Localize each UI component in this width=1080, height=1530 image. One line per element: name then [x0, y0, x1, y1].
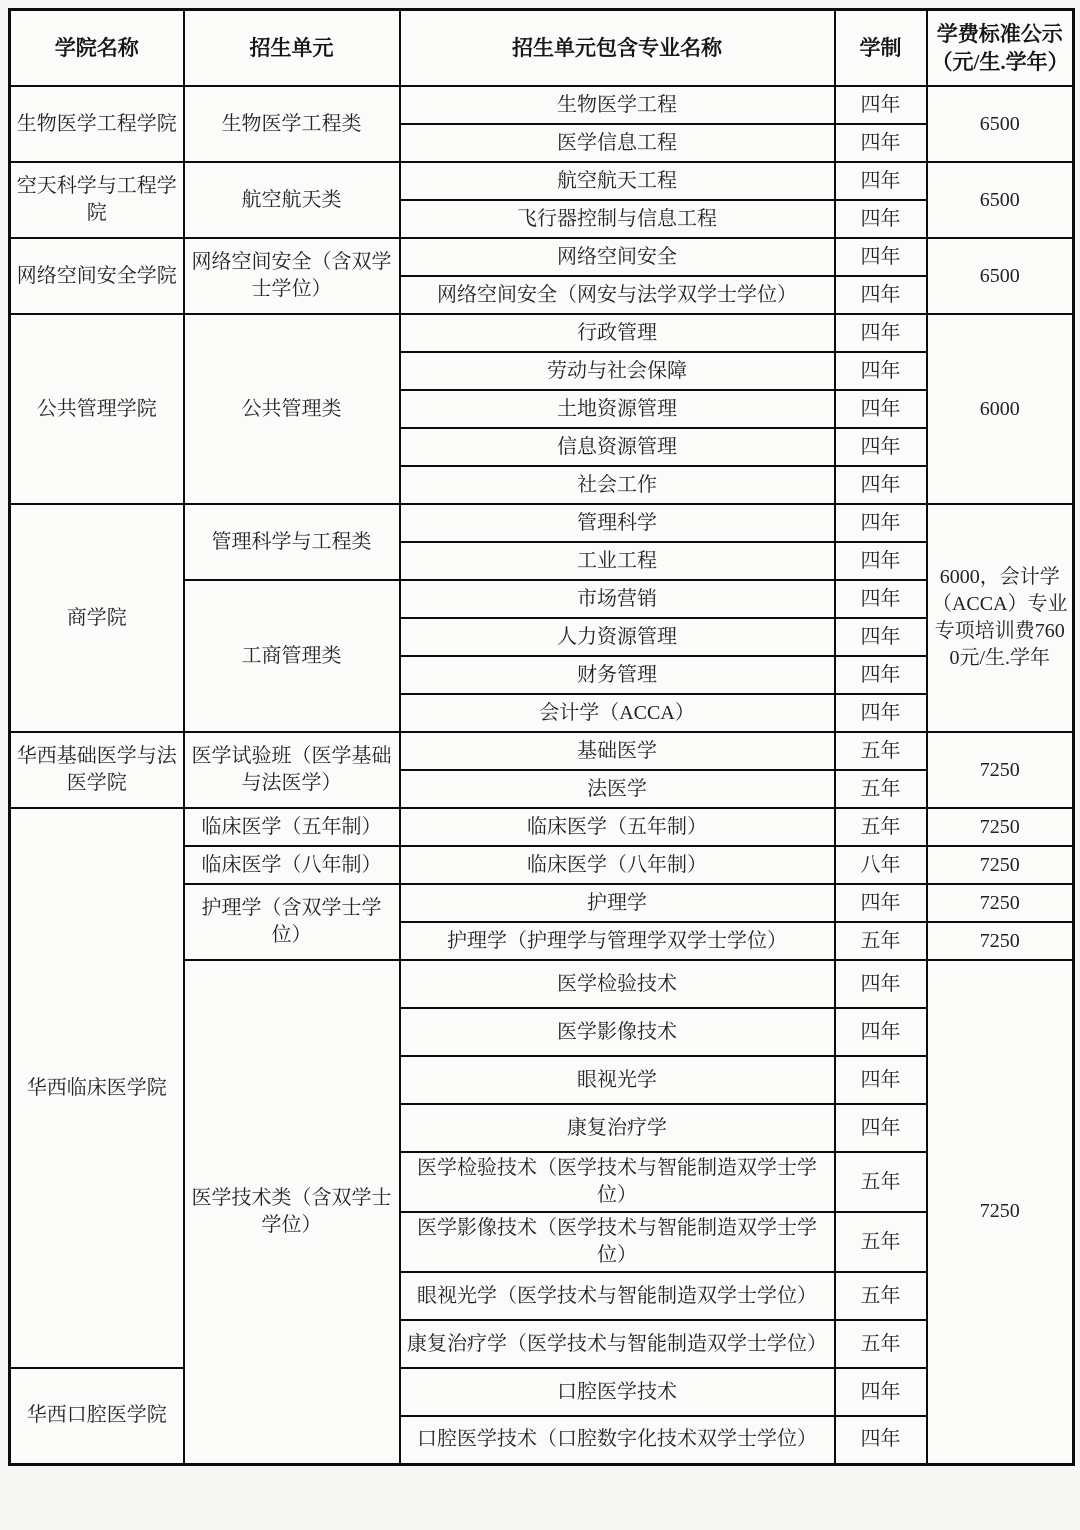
major-name-cell: 康复治疗学: [400, 1104, 835, 1152]
duration-cell: 四年: [835, 1368, 927, 1416]
table-row: [10, 732, 1074, 770]
tuition-fee-cell: 6500: [927, 238, 1074, 314]
duration-cell: 五年: [835, 1212, 927, 1272]
major-name-cell: 医学影像技术（医学技术与智能制造双学士学位）: [400, 1212, 835, 1272]
major-name-cell: 口腔医学技术: [400, 1368, 835, 1416]
column-header-fee: 学费标准公示（元/生.学年）: [927, 10, 1074, 87]
duration-cell: 五年: [835, 1152, 927, 1212]
duration-cell: 四年: [835, 238, 927, 276]
table-header-row: [10, 10, 1074, 87]
table-row: [10, 86, 1074, 124]
tuition-fee-cell: 6500: [927, 86, 1074, 162]
college-name-cell: 华西临床医学院: [10, 808, 184, 1368]
major-name-cell: 信息资源管理: [400, 428, 835, 466]
major-name-cell: 社会工作: [400, 466, 835, 504]
college-name-cell: 生物医学工程学院: [10, 86, 184, 162]
major-name-cell: 护理学: [400, 884, 835, 922]
major-name-cell: 护理学（护理学与管理学双学士学位）: [400, 922, 835, 960]
duration-cell: 四年: [835, 314, 927, 352]
duration-cell: 四年: [835, 390, 927, 428]
duration-cell: 四年: [835, 580, 927, 618]
duration-cell: 四年: [835, 124, 927, 162]
duration-cell: 四年: [835, 656, 927, 694]
major-name-cell: 康复治疗学（医学技术与智能制造双学士学位）: [400, 1320, 835, 1368]
admission-unit-cell: 工商管理类: [184, 580, 400, 732]
college-name-cell: 商学院: [10, 504, 184, 732]
major-name-cell: 工业工程: [400, 542, 835, 580]
major-name-cell: 劳动与社会保障: [400, 352, 835, 390]
major-name-cell: 医学检验技术: [400, 960, 835, 1008]
major-name-cell: 生物医学工程: [400, 86, 835, 124]
duration-cell: 四年: [835, 960, 927, 1008]
major-name-cell: 航空航天工程: [400, 162, 835, 200]
major-name-cell: 会计学（ACCA）: [400, 694, 835, 732]
admission-unit-cell: 航空航天类: [184, 162, 400, 238]
table-row: [10, 504, 1074, 542]
major-name-cell: 临床医学（八年制）: [400, 846, 835, 884]
tuition-fee-cell: 7250: [927, 808, 1074, 846]
major-name-cell: 口腔医学技术（口腔数字化技术双学士学位）: [400, 1416, 835, 1464]
duration-cell: 四年: [835, 1056, 927, 1104]
college-name-cell: 网络空间安全学院: [10, 238, 184, 314]
admission-unit-cell: 护理学（含双学士学位）: [184, 884, 400, 960]
admission-unit-cell: 公共管理类: [184, 314, 400, 504]
college-name-cell: 华西口腔医学院: [10, 1368, 184, 1464]
duration-cell: 四年: [835, 162, 927, 200]
tuition-fee-cell: 6000: [927, 314, 1074, 504]
major-name-cell: 网络空间安全（网安与法学双学士学位）: [400, 276, 835, 314]
tuition-fee-cell: 6500: [927, 162, 1074, 238]
duration-cell: 四年: [835, 1416, 927, 1464]
major-name-cell: 人力资源管理: [400, 618, 835, 656]
duration-cell: 四年: [835, 618, 927, 656]
major-name-cell: 土地资源管理: [400, 390, 835, 428]
tuition-fee-cell: 7250: [927, 922, 1074, 960]
tuition-fee-cell: 7250: [927, 884, 1074, 922]
admission-unit-cell: 网络空间安全（含双学士学位）: [184, 238, 400, 314]
duration-cell: 四年: [835, 200, 927, 238]
major-name-cell: 管理科学: [400, 504, 835, 542]
major-name-cell: 眼视光学: [400, 1056, 835, 1104]
tuition-fee-cell: 6000，会计学（ACCA）专业专项培训费7600元/生.学年: [927, 504, 1074, 732]
duration-cell: 五年: [835, 1272, 927, 1320]
major-name-cell: 财务管理: [400, 656, 835, 694]
admission-unit-cell: 管理科学与工程类: [184, 504, 400, 580]
column-header-major: 招生单元包含专业名称: [400, 10, 835, 87]
tuition-fee-cell: 7250: [927, 732, 1074, 808]
table-row: [10, 808, 1074, 846]
table-header: [10, 10, 1074, 87]
major-name-cell: 医学检验技术（医学技术与智能制造双学士学位）: [400, 1152, 835, 1212]
duration-cell: 四年: [835, 694, 927, 732]
table-row: [10, 162, 1074, 200]
major-name-cell: 法医学: [400, 770, 835, 808]
duration-cell: 四年: [835, 1104, 927, 1152]
admission-unit-cell: 临床医学（五年制）: [184, 808, 400, 846]
duration-cell: 四年: [835, 352, 927, 390]
duration-cell: 五年: [835, 770, 927, 808]
duration-cell: 四年: [835, 276, 927, 314]
major-name-cell: 临床医学（五年制）: [400, 808, 835, 846]
admission-unit-cell: 生物医学工程类: [184, 86, 400, 162]
table-row: [10, 314, 1074, 352]
major-name-cell: 医学信息工程: [400, 124, 835, 162]
duration-cell: 四年: [835, 466, 927, 504]
duration-cell: 五年: [835, 808, 927, 846]
college-name-cell: 公共管理学院: [10, 314, 184, 504]
major-name-cell: 基础医学: [400, 732, 835, 770]
duration-cell: 五年: [835, 922, 927, 960]
admission-unit-cell: 医学技术类（含双学士学位）: [184, 960, 400, 1464]
column-header-college: 学院名称: [10, 10, 184, 87]
column-header-duration: 学制: [835, 10, 927, 87]
column-header-unit: 招生单元: [184, 10, 400, 87]
duration-cell: 四年: [835, 884, 927, 922]
major-name-cell: 行政管理: [400, 314, 835, 352]
major-name-cell: 医学影像技术: [400, 1008, 835, 1056]
major-name-cell: 飞行器控制与信息工程: [400, 200, 835, 238]
table-body: [10, 86, 1074, 1464]
major-name-cell: 市场营销: [400, 580, 835, 618]
duration-cell: 五年: [835, 1320, 927, 1368]
admission-unit-cell: 医学试验班（医学基础与法医学）: [184, 732, 400, 808]
tuition-fee-cell: 7250: [927, 846, 1074, 884]
duration-cell: 四年: [835, 1008, 927, 1056]
duration-cell: 八年: [835, 846, 927, 884]
admission-unit-cell: 临床医学（八年制）: [184, 846, 400, 884]
college-name-cell: 空天科学与工程学院: [10, 162, 184, 238]
major-name-cell: 网络空间安全: [400, 238, 835, 276]
duration-cell: 四年: [835, 86, 927, 124]
duration-cell: 四年: [835, 428, 927, 466]
college-name-cell: 华西基础医学与法医学院: [10, 732, 184, 808]
duration-cell: 五年: [835, 732, 927, 770]
major-name-cell: 眼视光学（医学技术与智能制造双学士学位）: [400, 1272, 835, 1320]
table-row: [10, 238, 1074, 276]
table-row: [10, 1368, 1074, 1416]
tuition-table: [8, 8, 1075, 1466]
tuition-fee-cell: 7250: [927, 960, 1074, 1464]
duration-cell: 四年: [835, 504, 927, 542]
duration-cell: 四年: [835, 542, 927, 580]
